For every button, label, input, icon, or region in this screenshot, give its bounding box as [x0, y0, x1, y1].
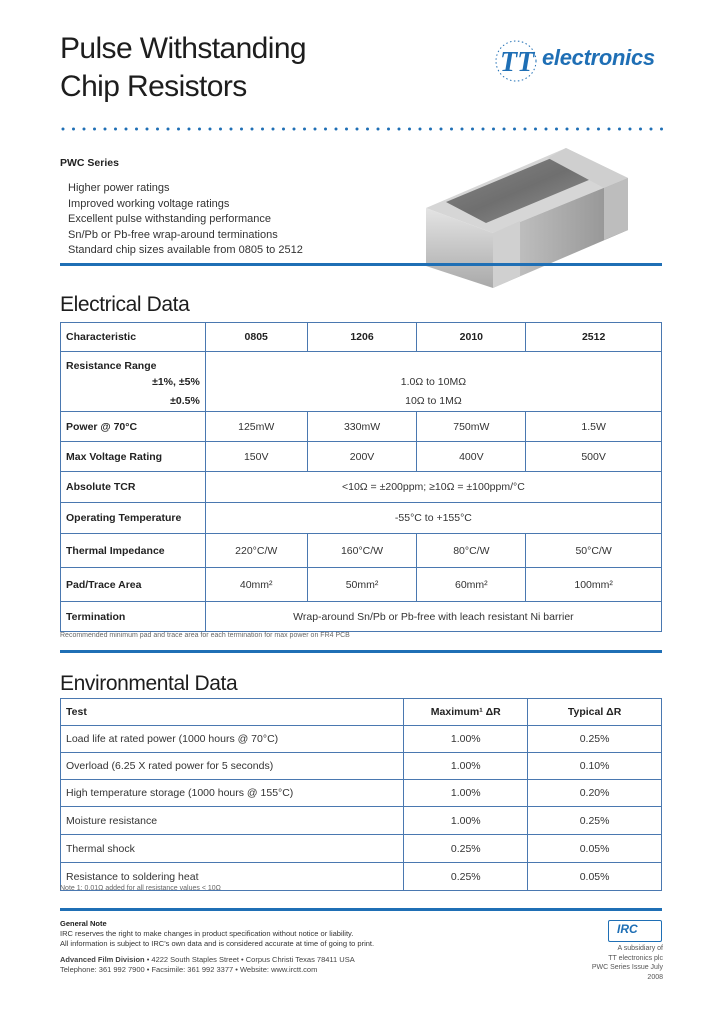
test-name: Moisture resistance — [61, 807, 404, 835]
thermal-2512: 50°C/W — [526, 534, 662, 568]
voltage-label: Max Voltage Rating — [61, 442, 206, 472]
table-row — [61, 352, 662, 372]
table-row — [61, 442, 662, 472]
pad-2010: 60mm² — [417, 568, 526, 602]
optemp-value: -55°C to +155°C — [205, 503, 661, 534]
resistance-label: Resistance Range — [61, 352, 206, 372]
header-2010: 2010 — [417, 323, 526, 352]
irc-sub-line: A subsidiary of — [617, 945, 663, 952]
table-row — [61, 412, 662, 442]
test-typ: 0.20% — [528, 780, 662, 807]
test-typ: 0.25% — [528, 807, 662, 835]
feature-list — [68, 181, 303, 259]
test-max: 0.25% — [404, 835, 528, 863]
general-note-heading: General Note — [60, 919, 107, 928]
table-row — [61, 372, 662, 392]
table-header-row — [61, 699, 662, 726]
feature-item: Improved working voltage ratings — [68, 197, 230, 210]
table-row — [61, 835, 662, 863]
pad-2512: 100mm² — [526, 568, 662, 602]
table-row — [61, 503, 662, 534]
tol1-label: ±1%, ±5% — [152, 375, 200, 388]
environmental-data-table — [60, 698, 662, 891]
electrical-data-table — [60, 322, 662, 632]
power-2512: 1.5W — [526, 412, 662, 442]
pad-0805: 40mm² — [205, 568, 307, 602]
series-label: PWC Series — [60, 157, 119, 169]
chip-resistor-image — [408, 138, 678, 310]
table-row — [61, 807, 662, 835]
feature-item: Excellent pulse withstanding performance — [68, 213, 272, 225]
table-row — [61, 780, 662, 807]
feature-item: Higher power ratings — [68, 182, 170, 194]
tol2-value: 10Ω to 1MΩ — [205, 392, 661, 412]
test-max: 1.00% — [404, 807, 528, 835]
test-name: Overload (6.25 X rated power for 5 seconds) — [61, 753, 404, 780]
general-note-line: IRC reserves the right to make changes in product specification without notice or liability. — [60, 929, 354, 938]
resistance-spacer — [205, 352, 661, 372]
power-label: Power @ 70°C — [61, 412, 206, 442]
electrical-heading: Electrical Data — [60, 293, 190, 316]
title-line-1: Pulse Withstanding — [60, 32, 307, 65]
tol2-label: ±0.5% — [170, 395, 200, 408]
logo-text: electronics — [542, 45, 655, 70]
logo-mark: TT — [500, 47, 535, 78]
tt-electronics-logo — [490, 38, 670, 84]
table-row — [61, 392, 662, 412]
street-address: • 4222 South Staples Street • Corpus Christi Texas 78411 USA — [146, 955, 355, 964]
test-max: 1.00% — [404, 780, 528, 807]
thermal-label: Thermal Impedance — [61, 534, 206, 568]
voltage-1206: 200V — [307, 442, 417, 472]
electrical-footnote: Recommended minimum pad and trace area for each termination for max power on FR4 PCB — [60, 632, 350, 639]
tol2-cell — [61, 392, 206, 412]
power-1206: 330mW — [307, 412, 417, 442]
table-header-row — [61, 323, 662, 352]
environmental-footnote: Note 1: 0.01Ω added for all resistance values < 10Ω — [60, 885, 221, 892]
irc-subsidiary — [583, 944, 663, 982]
feature-item: Sn/Pb or Pb-free wrap-around terminations — [68, 228, 278, 241]
test-name: Thermal shock — [61, 835, 404, 863]
test-typ: 0.25% — [528, 726, 662, 753]
tol1-cell — [61, 372, 206, 392]
tt-logo-icon — [490, 38, 550, 84]
general-note — [60, 919, 374, 949]
pad-1206: 50mm² — [307, 568, 417, 602]
company-address — [60, 955, 355, 975]
thermal-1206: 160°C/W — [307, 534, 417, 568]
test-typ: 0.05% — [528, 863, 662, 891]
section-divider — [60, 650, 662, 653]
termination-label: Termination — [61, 602, 206, 632]
header-1206: 1206 — [307, 323, 417, 352]
issue-date: PWC Series Issue July 2008 — [591, 964, 663, 981]
optemp-label: Operating Temperature — [61, 503, 206, 534]
dotted-divider — [60, 126, 665, 132]
header-typical: Typical ΔR — [528, 699, 662, 726]
table-row — [61, 472, 662, 503]
division-name: Advanced Film Division — [60, 955, 145, 964]
header-2512: 2512 — [526, 323, 662, 352]
environmental-heading: Environmental Data — [60, 672, 238, 695]
irc-sub-line: TT electronics plc — [608, 954, 663, 962]
section-divider — [60, 263, 662, 266]
table-row — [61, 726, 662, 753]
test-typ: 0.10% — [528, 753, 662, 780]
test-name: Resistance to soldering heat — [61, 863, 404, 891]
tcr-value: <10Ω = ±200ppm; ≥10Ω = ±100ppm/°C — [205, 472, 661, 503]
test-max: 0.25% — [404, 863, 528, 891]
test-max: 1.00% — [404, 726, 528, 753]
test-max: 1.00% — [404, 753, 528, 780]
page-title — [60, 30, 306, 106]
test-name: High temperature storage (1000 hours @ 155°C) — [61, 780, 404, 807]
header-test: Test — [61, 699, 404, 726]
irc-logo-text: IRC — [617, 922, 638, 936]
pad-label: Pad/Trace Area — [61, 568, 206, 602]
title-line-2: Chip Resistors — [60, 70, 247, 103]
power-0805: 125mW — [205, 412, 307, 442]
header-0805: 0805 — [205, 323, 307, 352]
table-row — [61, 602, 662, 632]
thermal-2010: 80°C/W — [417, 534, 526, 568]
tcr-label: Absolute TCR — [61, 472, 206, 503]
test-name: Load life at rated power (1000 hours @ 70°C) — [61, 726, 404, 753]
header-maximum: Maximum¹ ΔR — [404, 699, 528, 726]
tol1-value: 1.0Ω to 10MΩ — [205, 372, 661, 392]
contact-info: Telephone: 361 992 7900 • Facsimile: 361 992 3377 • Website: www.irctt.com — [60, 965, 318, 974]
general-note-line: All information is subject to IRC's own data and is considered accurate at time of going to print. — [60, 939, 375, 948]
irc-logo — [608, 920, 662, 942]
thermal-0805: 220°C/W — [205, 534, 307, 568]
voltage-2010: 400V — [417, 442, 526, 472]
voltage-2512: 500V — [526, 442, 662, 472]
voltage-0805: 150V — [205, 442, 307, 472]
feature-item: Standard chip sizes available from 0805 to 2512 — [68, 244, 303, 256]
power-2010: 750mW — [417, 412, 526, 442]
table-row — [61, 568, 662, 602]
section-divider — [60, 908, 662, 911]
header-characteristic: Characteristic — [61, 323, 206, 352]
table-row — [61, 753, 662, 780]
test-typ: 0.05% — [528, 835, 662, 863]
table-row — [61, 534, 662, 568]
termination-value: Wrap-around Sn/Pb or Pb-free with leach resistant Ni barrier — [205, 602, 661, 632]
